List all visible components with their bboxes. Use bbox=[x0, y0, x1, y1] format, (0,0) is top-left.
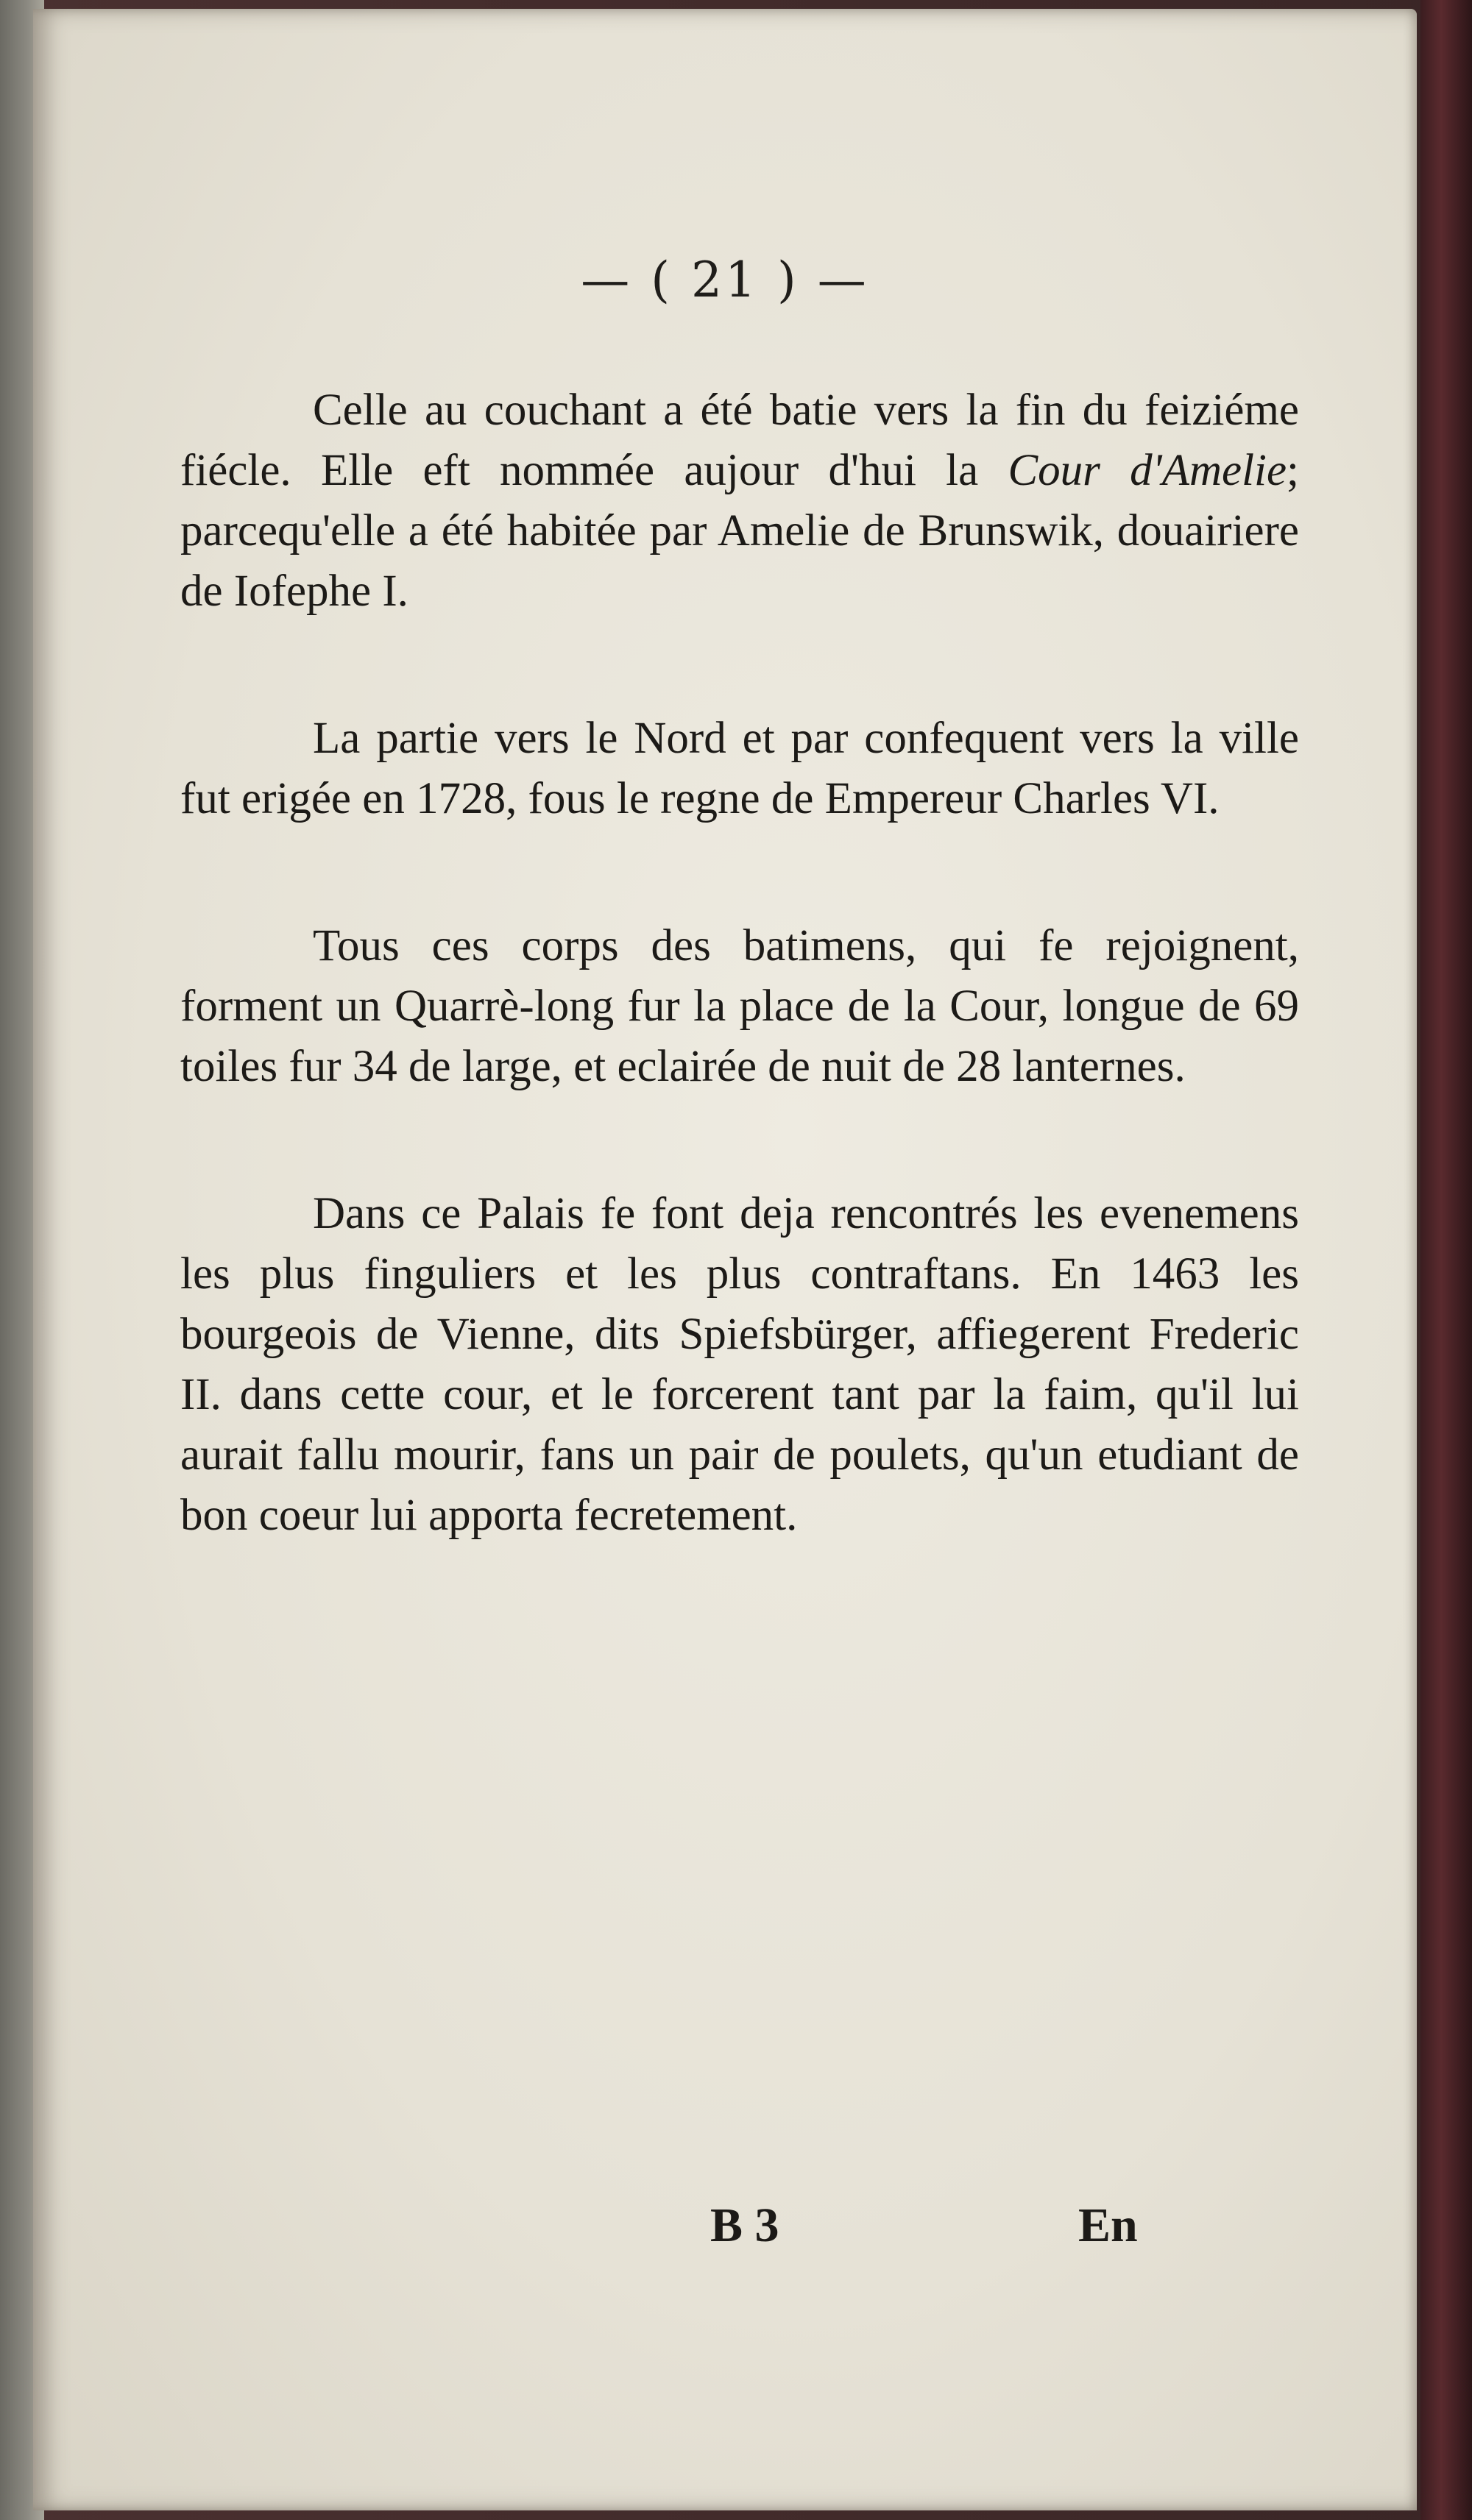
paragraph-3: Tous ces corps des batimens, qui fe rejoignent, forment un Quarrè-long fur la place de la Cour, longue de 69 toiles fur 34 de large, et eclairée de nuit de 28 lanternes. bbox=[180, 921, 1299, 1091]
page-footer bbox=[33, 2198, 1417, 2264]
paragraph-1-text-end: ; parcequ'elle a été habitée par Amelie de Brunswik, douairiere de Iofephe I. bbox=[180, 446, 1299, 616]
paragraph-1-text-start: Celle au couchant a été batie vers la fin du feiziéme fiécle. Elle eft nommée aujour d'hui la bbox=[180, 386, 1299, 495]
catchword: En bbox=[1078, 2198, 1138, 2252]
book-binding-edge bbox=[1420, 0, 1472, 2520]
body-text bbox=[180, 380, 1299, 1633]
page-sheet bbox=[33, 9, 1417, 2510]
paragraph-2: La partie vers le Nord et par confequent vers la ville fut erigée en 1728, fous le regne de Empereur Charles VI. bbox=[180, 714, 1299, 823]
signature-mark: B 3 bbox=[710, 2198, 779, 2252]
page-number-header: — ( 21 ) — bbox=[581, 252, 869, 308]
paragraph-1-italic-place: Cour d'Amelie bbox=[1008, 446, 1287, 495]
paragraph-1 bbox=[180, 380, 1299, 622]
paragraph-4: Dans ce Palais fe font deja rencontrés les evenemens les plus finguliers et les plus contraftans. En 1463 les bourgeois de Vienne, dits Spiefsbürger, affiegerent Frederic II. dans cette cour, et le forcerent tant par la faim, qu'il lui aurait fallu mourir, fans un pair de poulets, qu'un etudiant de bon coeur lui apporta fecretement. bbox=[180, 1189, 1299, 1540]
